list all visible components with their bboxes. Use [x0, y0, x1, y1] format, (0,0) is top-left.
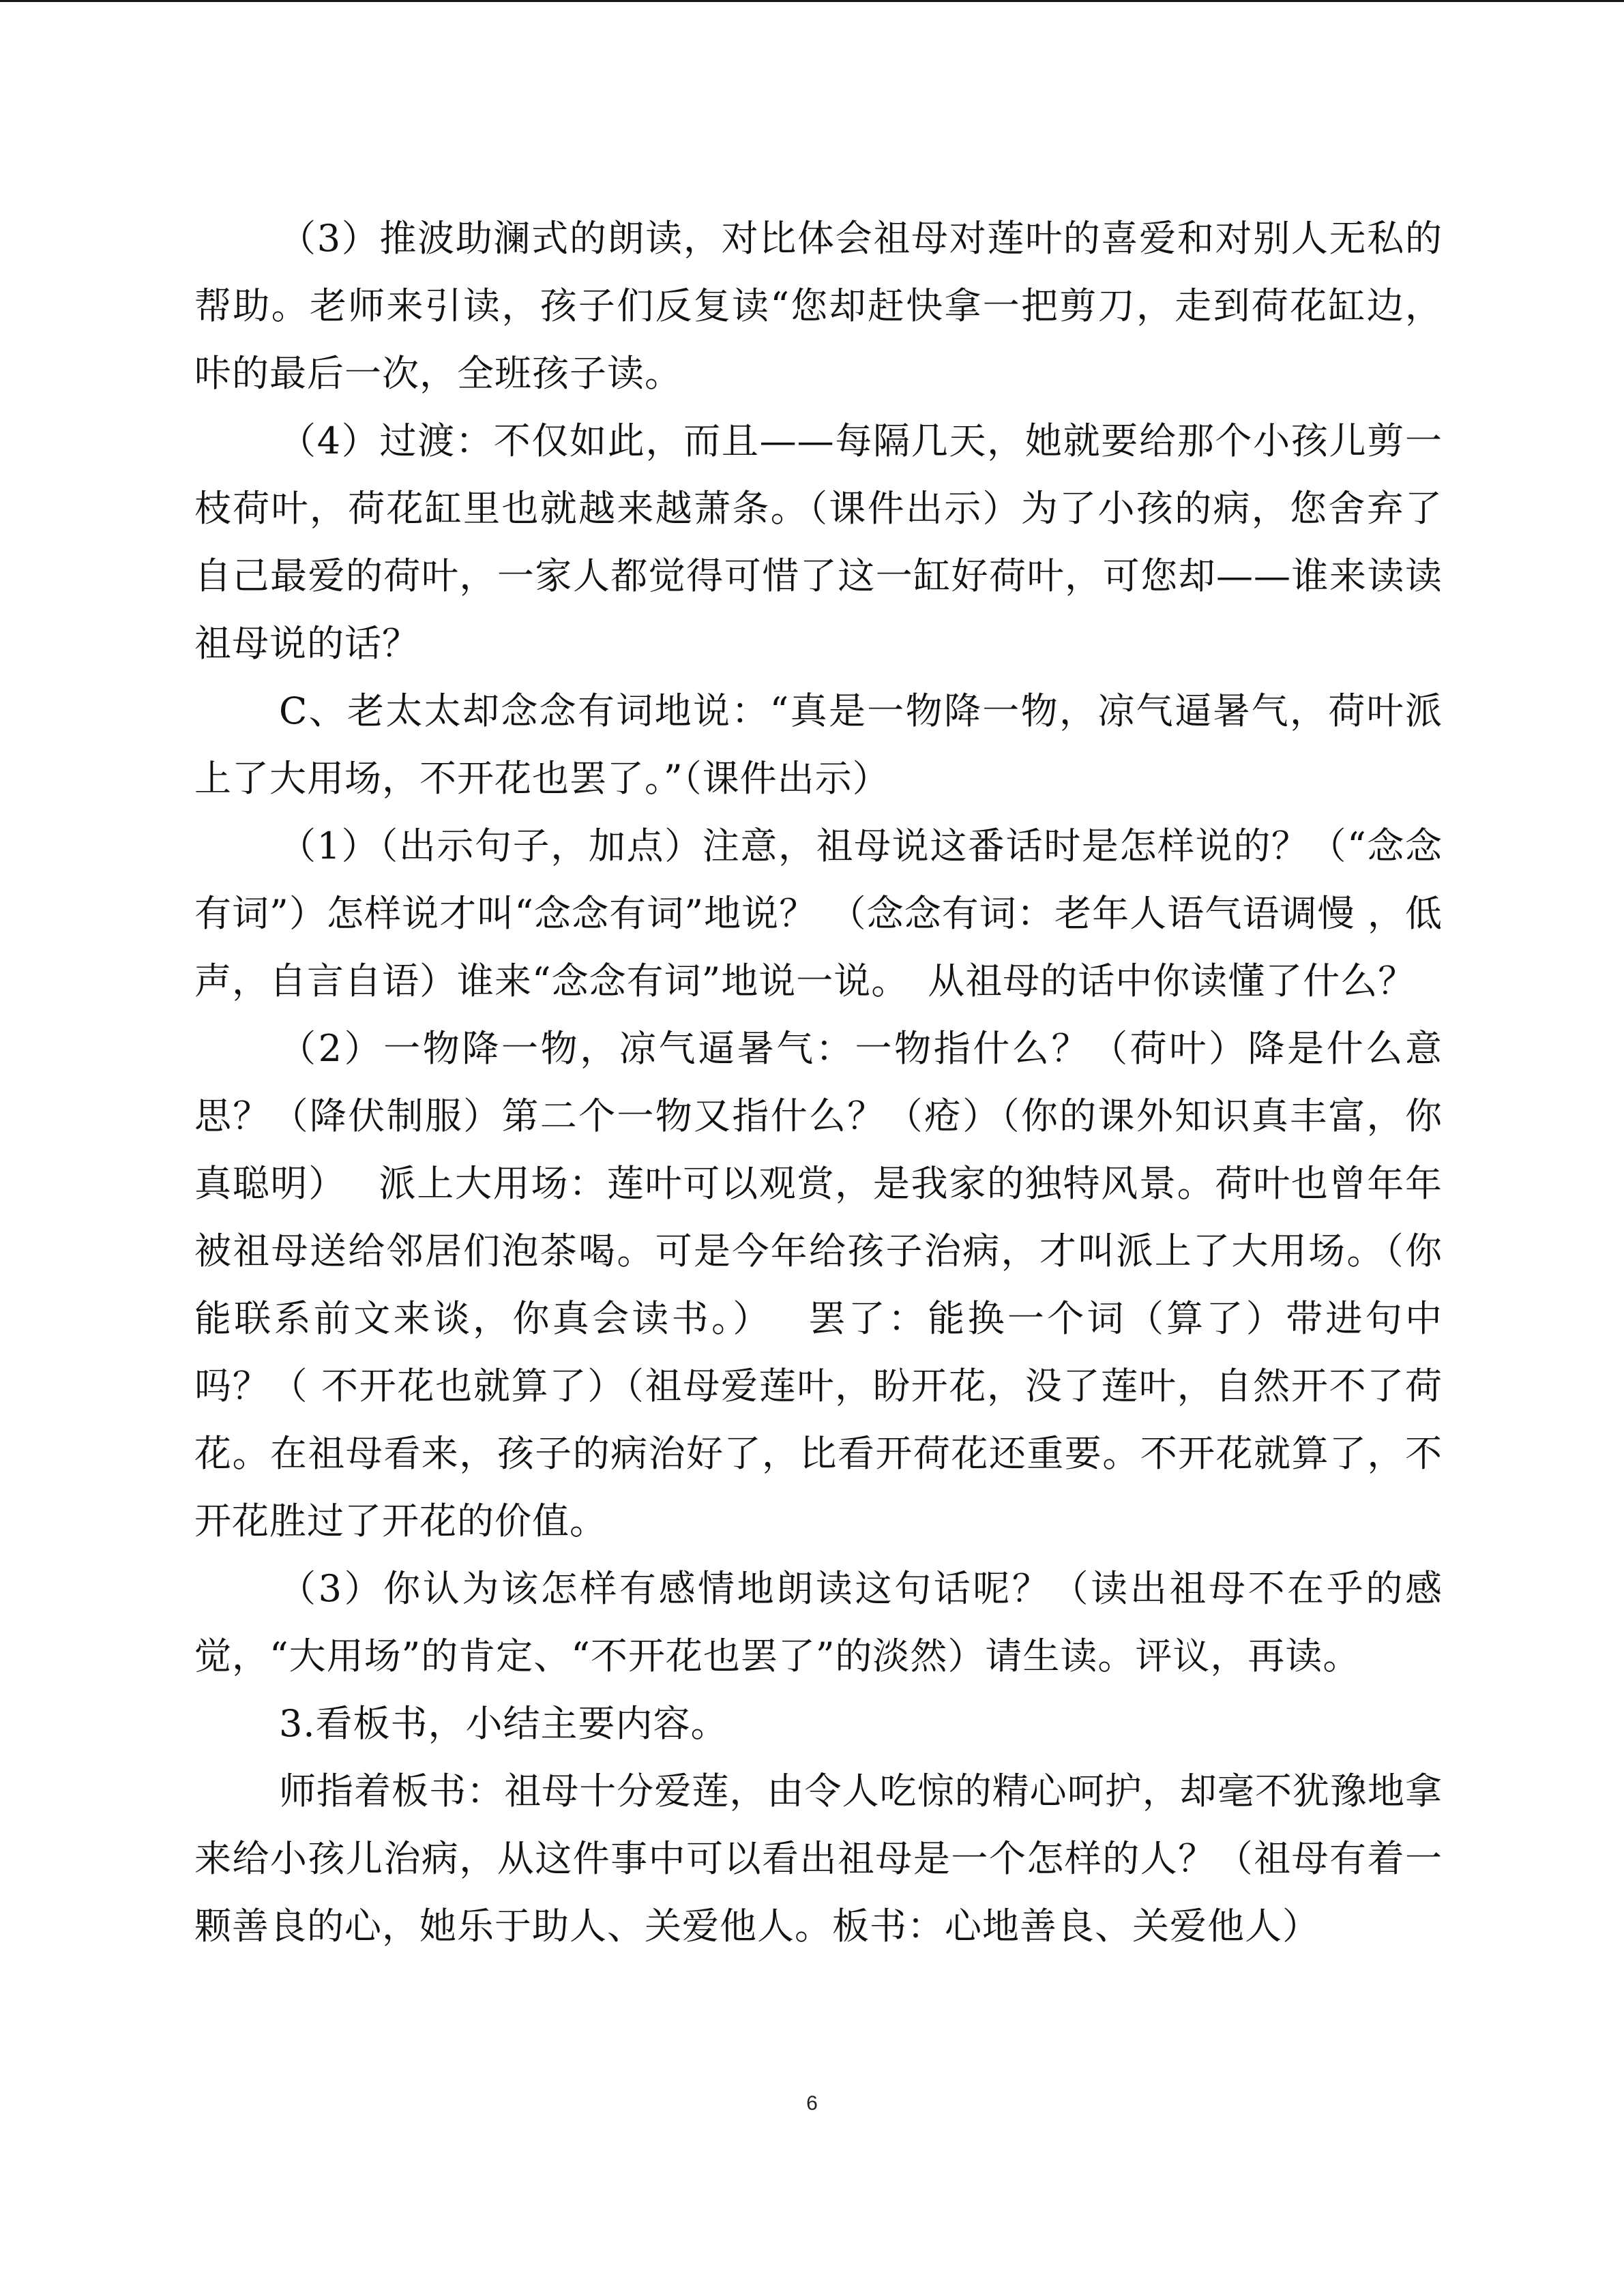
paragraph-summary-heading: 3.看板书，小结主要内容。 — [279, 1702, 728, 1745]
paragraph-transition: （4）过渡：不仅如此，而且——每隔几天，她就要给那个小孩儿剪一枝荷叶，荷花缸里也就越来越萧条。（课件出示）为了小孩的病，您舍弃了自己最爱的荷叶，一家人都觉得可惜了这一缸好荷叶，可您却——谁来读读祖母说的话？ — [194, 419, 1443, 665]
paragraph-summary-body: 师指着板书：祖母十分爱莲，由令人吃惊的精心呵护，却毫不犹豫地拿来给小孩儿治病，从这件事中可以看出祖母是一个怎样的人？（祖母有着一颗善良的心，她乐于助人、关爱他人。板书：心地善良、关爱他人） — [194, 1770, 1443, 1948]
paragraph-reading-contrast: （3）推波助澜式的朗读，对比体会祖母对莲叶的喜爱和对别人无私的帮助。老师来引读，孩子们反复读“您却赶快拿一把剪刀，走到荷花缸边，咔的最后一次，全班孩子读。 — [194, 217, 1443, 395]
page-number: 6 — [806, 2092, 818, 2115]
paragraph-point-1: （1）（出示句子，加点）注意，祖母说这番话时是怎样说的？（“念念有词”）怎样说才叫“念念有词”地说？ （念念有词：老年人语气语调慢 ，低声，自言自语）谁来“念念有词”地说一说。 从祖母的话中你读懂了什么？ — [194, 824, 1443, 1002]
document-body — [194, 205, 1443, 1960]
top-border-line — [0, 0, 1624, 2]
paragraph-point-3: （3）你认为该怎样有感情地朗读这句话呢？（读出祖母不在乎的感觉，“大用场”的肯定、“不开花也罢了”的淡然）请生读。评议，再读。 — [194, 1567, 1443, 1678]
paragraph-point-2: （2）一物降一物，凉气逼暑气：一物指什么？（荷叶）降是什么意思？（降伏制服）第二个一物又指什么？（疮）（你的课外知识真丰富，你真聪明） 派上大用场：莲叶可以观赏，是我家的独特风景。荷叶也曾年年被祖母送给邻居们泡茶喝。可是今年给孩子治病，才叫派上了大用场。（你能联系前文来谈，你真会读书。） 罢了：能换一个词（算了）带进句中吗？（ 不开花也就算了）（祖母爱莲叶，盼开花，没了莲叶，自然开不了荷花。在祖母看来，孩子的病治好了，比看开荷花还重要。不开花就算了，不开花胜过了开花的价值。 — [194, 1027, 1443, 1542]
paragraph-grandmother-quote: C、老太太却念念有词地说：“真是一物降一物，凉气逼暑气，荷叶派上了大用场，不开花也罢了。”（课件出示） — [194, 689, 1443, 800]
